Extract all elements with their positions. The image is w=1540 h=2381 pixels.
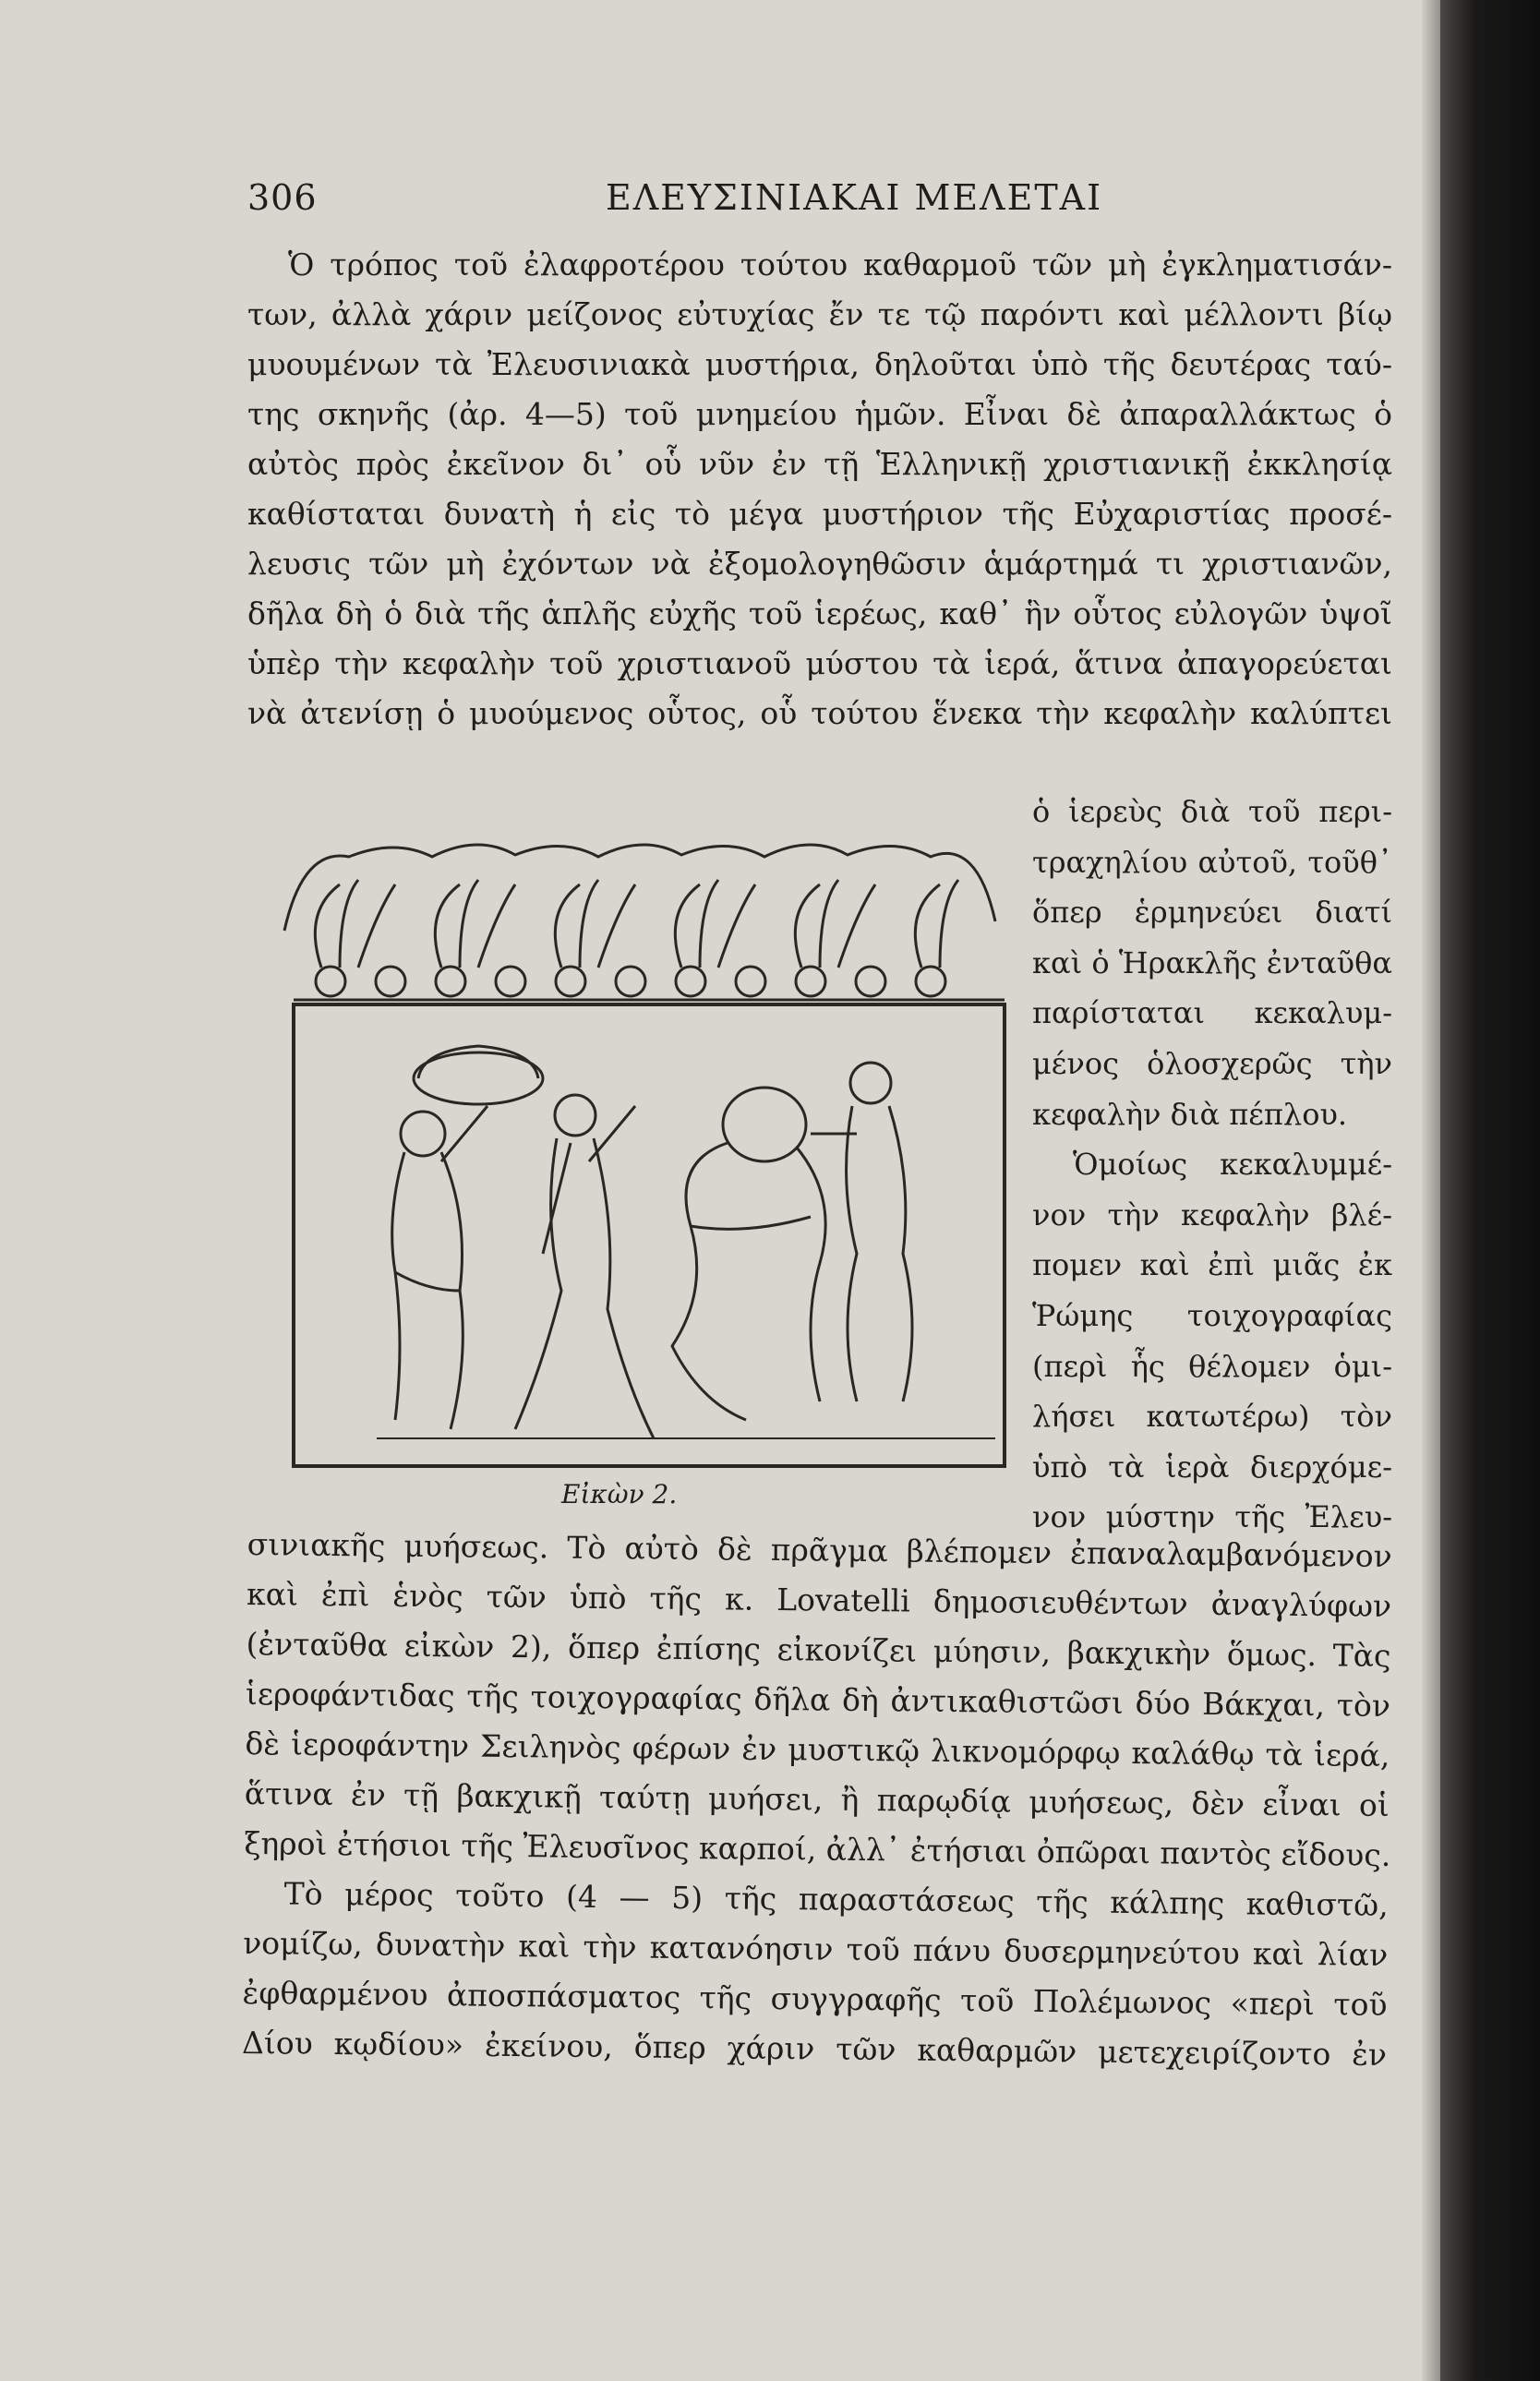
text-line: των, ἀλλὰ χάριν μείζονος εὐτυχίας ἔν τε τῷ παρόντι καὶ μέλλοντι βίῳ <box>247 296 1392 332</box>
text-line: Δίου κῳδίου» ἐκείνου, ὅπερ χάριν τῶν καθαρμῶν μετεχειρίζοντο ἐν <box>241 2024 1388 2073</box>
binding-shadow <box>1440 0 1540 2381</box>
side-text-line: νον τὴν κεφαλὴν βλέ- <box>1032 1197 1392 1233</box>
text-line: της σκηνῆς (ἀρ. 4—5) τοῦ μνημείου ἡμῶν. Εἶναι δὲ ἀπαραλλάκτως ὁ <box>247 396 1392 432</box>
side-text-line: μένος ὁλοσχερῶς τὴν <box>1032 1045 1392 1081</box>
side-text-line: κεφαλὴν διὰ πέπλου. <box>1032 1096 1348 1132</box>
side-column-text <box>1032 787 1392 1543</box>
palmette-row <box>315 880 958 968</box>
silenus-figure <box>392 1046 543 1429</box>
side-text-line: λήσει κατωτέρω) τὸν <box>1032 1399 1392 1435</box>
side-text-line: (περὶ ἧς θέλομεν ὁμι- <box>1032 1348 1392 1384</box>
text-line: νομίζω, δυνατὴν καὶ τὴν κατανόησιν τοῦ πάνυ δυσερμηνεύτου καὶ λίαν <box>242 1924 1389 1973</box>
side-text-line: παρίσταται κεκαλυμ- <box>1032 995 1392 1031</box>
text-line: καθίσταται δυνατὴ ἡ εἰς τὸ μέγα μυστήριον τῆς Εὐχαριστίας προσέ- <box>247 496 1392 532</box>
running-title: ΕΛΕΥΣΙΝΙΑΚΑΙ ΜΕΛΕΤΑΙ <box>606 177 1103 218</box>
text-line: (ἐνταῦθα εἰκὼν 2), ὅπερ ἐπίσης εἰκονίζει μύησιν, βακχικὴν ὅμως. Τὰς <box>246 1625 1391 1674</box>
side-text-line: νον μύστην τῆς Ἐλευ- <box>1032 1499 1392 1535</box>
relief-illustration <box>266 829 1017 1475</box>
page-edge <box>1422 0 1442 2381</box>
top-paragraph <box>247 240 1392 739</box>
text-line: νὰ ἀτενίσῃ ὁ μυούμενος οὗτος, οὗ τούτου ἕνεκα τὴν κεφαλὴν καλύπτει <box>247 695 1392 731</box>
text-line: δῆλα δὴ ὁ διὰ τῆς ἁπλῆς εὐχῆς τοῦ ἱερέως, καθ᾽ ἣν οὗτος εὐλογῶν ὑψοῖ <box>247 595 1392 631</box>
text-line: ὑπὲρ τὴν κεφαλὴν τοῦ χριστιανοῦ μύστου τὰ ἱερά, ἅτινα ἀπαγορεύεται <box>247 645 1392 681</box>
text-line: ἱεροφάντιδας τῆς τοιχογραφίας δῆλα δὴ ἀντικαθιστῶσι δύο Βάκχαι, τὸν <box>245 1675 1391 1724</box>
side-text-line: Ὁμοίως κεκαλυμμέ- <box>1073 1147 1392 1183</box>
side-text-line: τραχηλίου αὐτοῦ, τοῦθ᾽ <box>1032 844 1392 880</box>
side-text-line: Ῥώμης τοιχογραφίας <box>1032 1297 1392 1333</box>
relief-engraving <box>266 829 1017 1475</box>
text-line: Τὸ μέρος τοῦτο (4 — 5) τῆς παραστάσεως τῆς κάλπης καθιστῶ, <box>283 1875 1389 1923</box>
text-line: αὐτὸς πρὸς ἐκεῖνον δι᾽ οὗ νῦν ἐν τῇ Ἑλληνικῇ χριστιανικῇ ἐκκλησίᾳ <box>247 446 1392 482</box>
side-text-line: ὁ ἱερεὺς διὰ τοῦ περι- <box>1032 794 1392 829</box>
lower-paragraph <box>242 1520 1392 2080</box>
scroll-band <box>294 967 1005 1000</box>
text-line: ξηροὶ ἐτήσιοι τῆς Ἐλευσῖνος καρποί, ἀλλ᾽ ἐτήσιαι ὀπῶραι παντὸς εἴδους. <box>244 1824 1391 1873</box>
text-line: σινιακῆς μυήσεως. Τὸ αὐτὸ δὲ πρᾶγμα βλέπομεν ἐπαναλαμβανόμενον <box>247 1525 1392 1574</box>
text-line: καὶ ἐπὶ ἑνὸς τῶν ὑπὸ τῆς κ. Lovatelli δημοσιευθέντων ἀναγλύφων <box>246 1575 1392 1624</box>
text-line: Ὁ τρόπος τοῦ ἐλαφροτέρου τούτου καθαρμοῦ τῶν μὴ ἐγκληματισάν- <box>288 247 1392 283</box>
text-line: ἐφθαρμένου ἀποσπάσματος τῆς συγγραφῆς τοῦ Πολέμωνος «περὶ τοῦ <box>242 1974 1388 2023</box>
side-text-line: καὶ ὁ Ἡρακλῆς ἐνταῦθα <box>1032 944 1392 980</box>
page-number: 306 <box>247 177 318 218</box>
text-line: μυουμένων τὰ Ἐλευσινιακὰ μυστήρια, δηλοῦται ὑπὸ τῆς δευτέρας ταύ- <box>247 346 1392 382</box>
figure-caption: Εἰκὼν 2. <box>561 1479 678 1509</box>
veiled-initiate-figure <box>672 1088 825 1420</box>
side-text-line: πομεν καὶ ἐπὶ μιᾶς ἐκ <box>1032 1247 1392 1283</box>
bacchant-figure <box>515 1095 654 1438</box>
text-line: λευσις τῶν μὴ ἐχόντων νὰ ἐξομολογηθῶσιν ἁμάρτημά τι χριστιανῶν, <box>247 546 1392 582</box>
side-text-line: ὑπὸ τὰ ἱερὰ διερχόμε- <box>1032 1449 1392 1485</box>
text-line: ἅτινα ἐν τῇ βακχικῇ ταύτῃ μυήσει, ἢ παρῳδίᾳ μυήσεως, δὲν εἶναι οἱ <box>244 1774 1390 1823</box>
running-head <box>247 177 1392 223</box>
side-text-line: ὅπερ ἑρμηνεύει διατί <box>1032 895 1392 931</box>
text-line: δὲ ἱεροφάντην Σειληνὸς φέρων ἐν μυστικῷ λικνομόρφῳ καλάθῳ τὰ ἱερά, <box>245 1725 1390 1774</box>
